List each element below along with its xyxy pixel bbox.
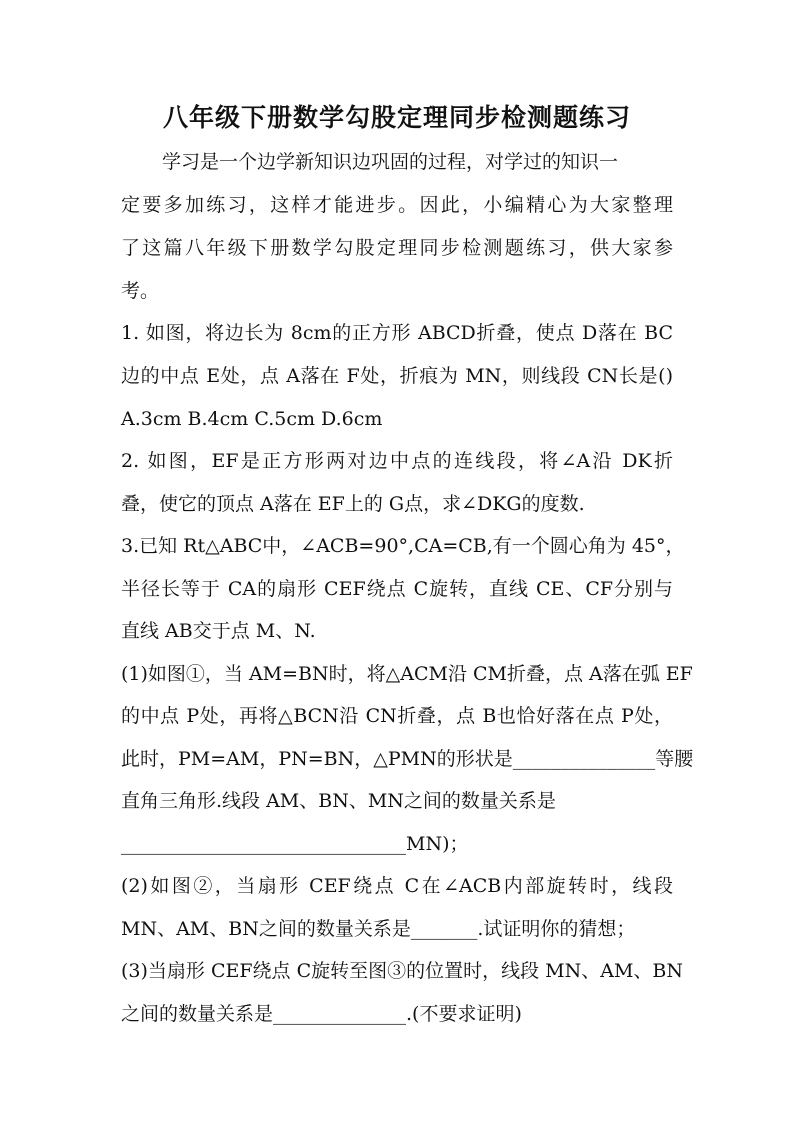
question-line: 1. 如图，将边长为 8cm的正方形 ABCD折叠，使点 D落在 BC (121, 322, 673, 344)
subquestion-line: ______________________________MN)； (121, 833, 469, 855)
subquestion-line: 的中点 P处，再将△BCN沿 CN折叠，点 B也恰好落在点 P处， (121, 705, 673, 727)
subquestion-line: MN、AM、BN之间的数量关系是_______.试证明你的猜想； (121, 918, 636, 940)
paragraph-line: 考。 (121, 280, 160, 302)
question-line: 半径长等于 CA的扇形 CEF绕点 C旋转，直线 CE、CF分别与 (121, 578, 673, 600)
subquestion-line: (2)如图②，当扇形 CEF绕点 C在∠ACB内部旋转时，线段 (121, 875, 673, 897)
paragraph-line: 学习是一个边学新知识边巩固的过程，对学过的知识一 (162, 151, 619, 173)
subquestion-line: (3)当扇形 CEF绕点 C旋转至图③的位置时，线段 MN、AM、BN (121, 960, 684, 982)
question-line: 直线 AB交于点 M、N. (121, 620, 316, 642)
subquestion-line: 此时，PM=AM，PN=BN，△PMN的形状是_______________等腰 (121, 748, 694, 770)
question-line: 3.已知 Rt△ABC中，∠ACB=90°,CA=CB,有一个圆心角为 45°， (121, 535, 685, 557)
question-line: 叠，使它的顶点 A落在 EF上的 G点，求∠DKG的度数. (121, 493, 585, 515)
subquestion-line: (1)如图①，当 AM=BN时，将△ACM沿 CM折叠，点 A落在弧 EF (121, 663, 693, 685)
subquestion-line: 直角三角形.线段 AM、BN、MN之间的数量关系是 (121, 790, 556, 812)
question-line: 边的中点 E处，点 A落在 F处，折痕为 MN，则线段 CN长是() (121, 365, 673, 387)
paragraph-line: 定要多加练习，这样才能进步。因此，小编精心为大家整理 (121, 194, 673, 216)
paragraph-line: 了这篇八年级下册数学勾股定理同步检测题练习，供大家参 (121, 237, 673, 259)
question-line: 2. 如图，EF是正方形两对边中点的连线段，将∠A沿 DK折 (121, 450, 673, 472)
document-title: 八年级下册数学勾股定理同步检测题练习 (162, 103, 631, 132)
subquestion-line: 之间的数量关系是______________.(不要求证明) (121, 1003, 522, 1025)
answer-options: A.3cm B.4cm C.5cm D.6cm (121, 408, 383, 430)
